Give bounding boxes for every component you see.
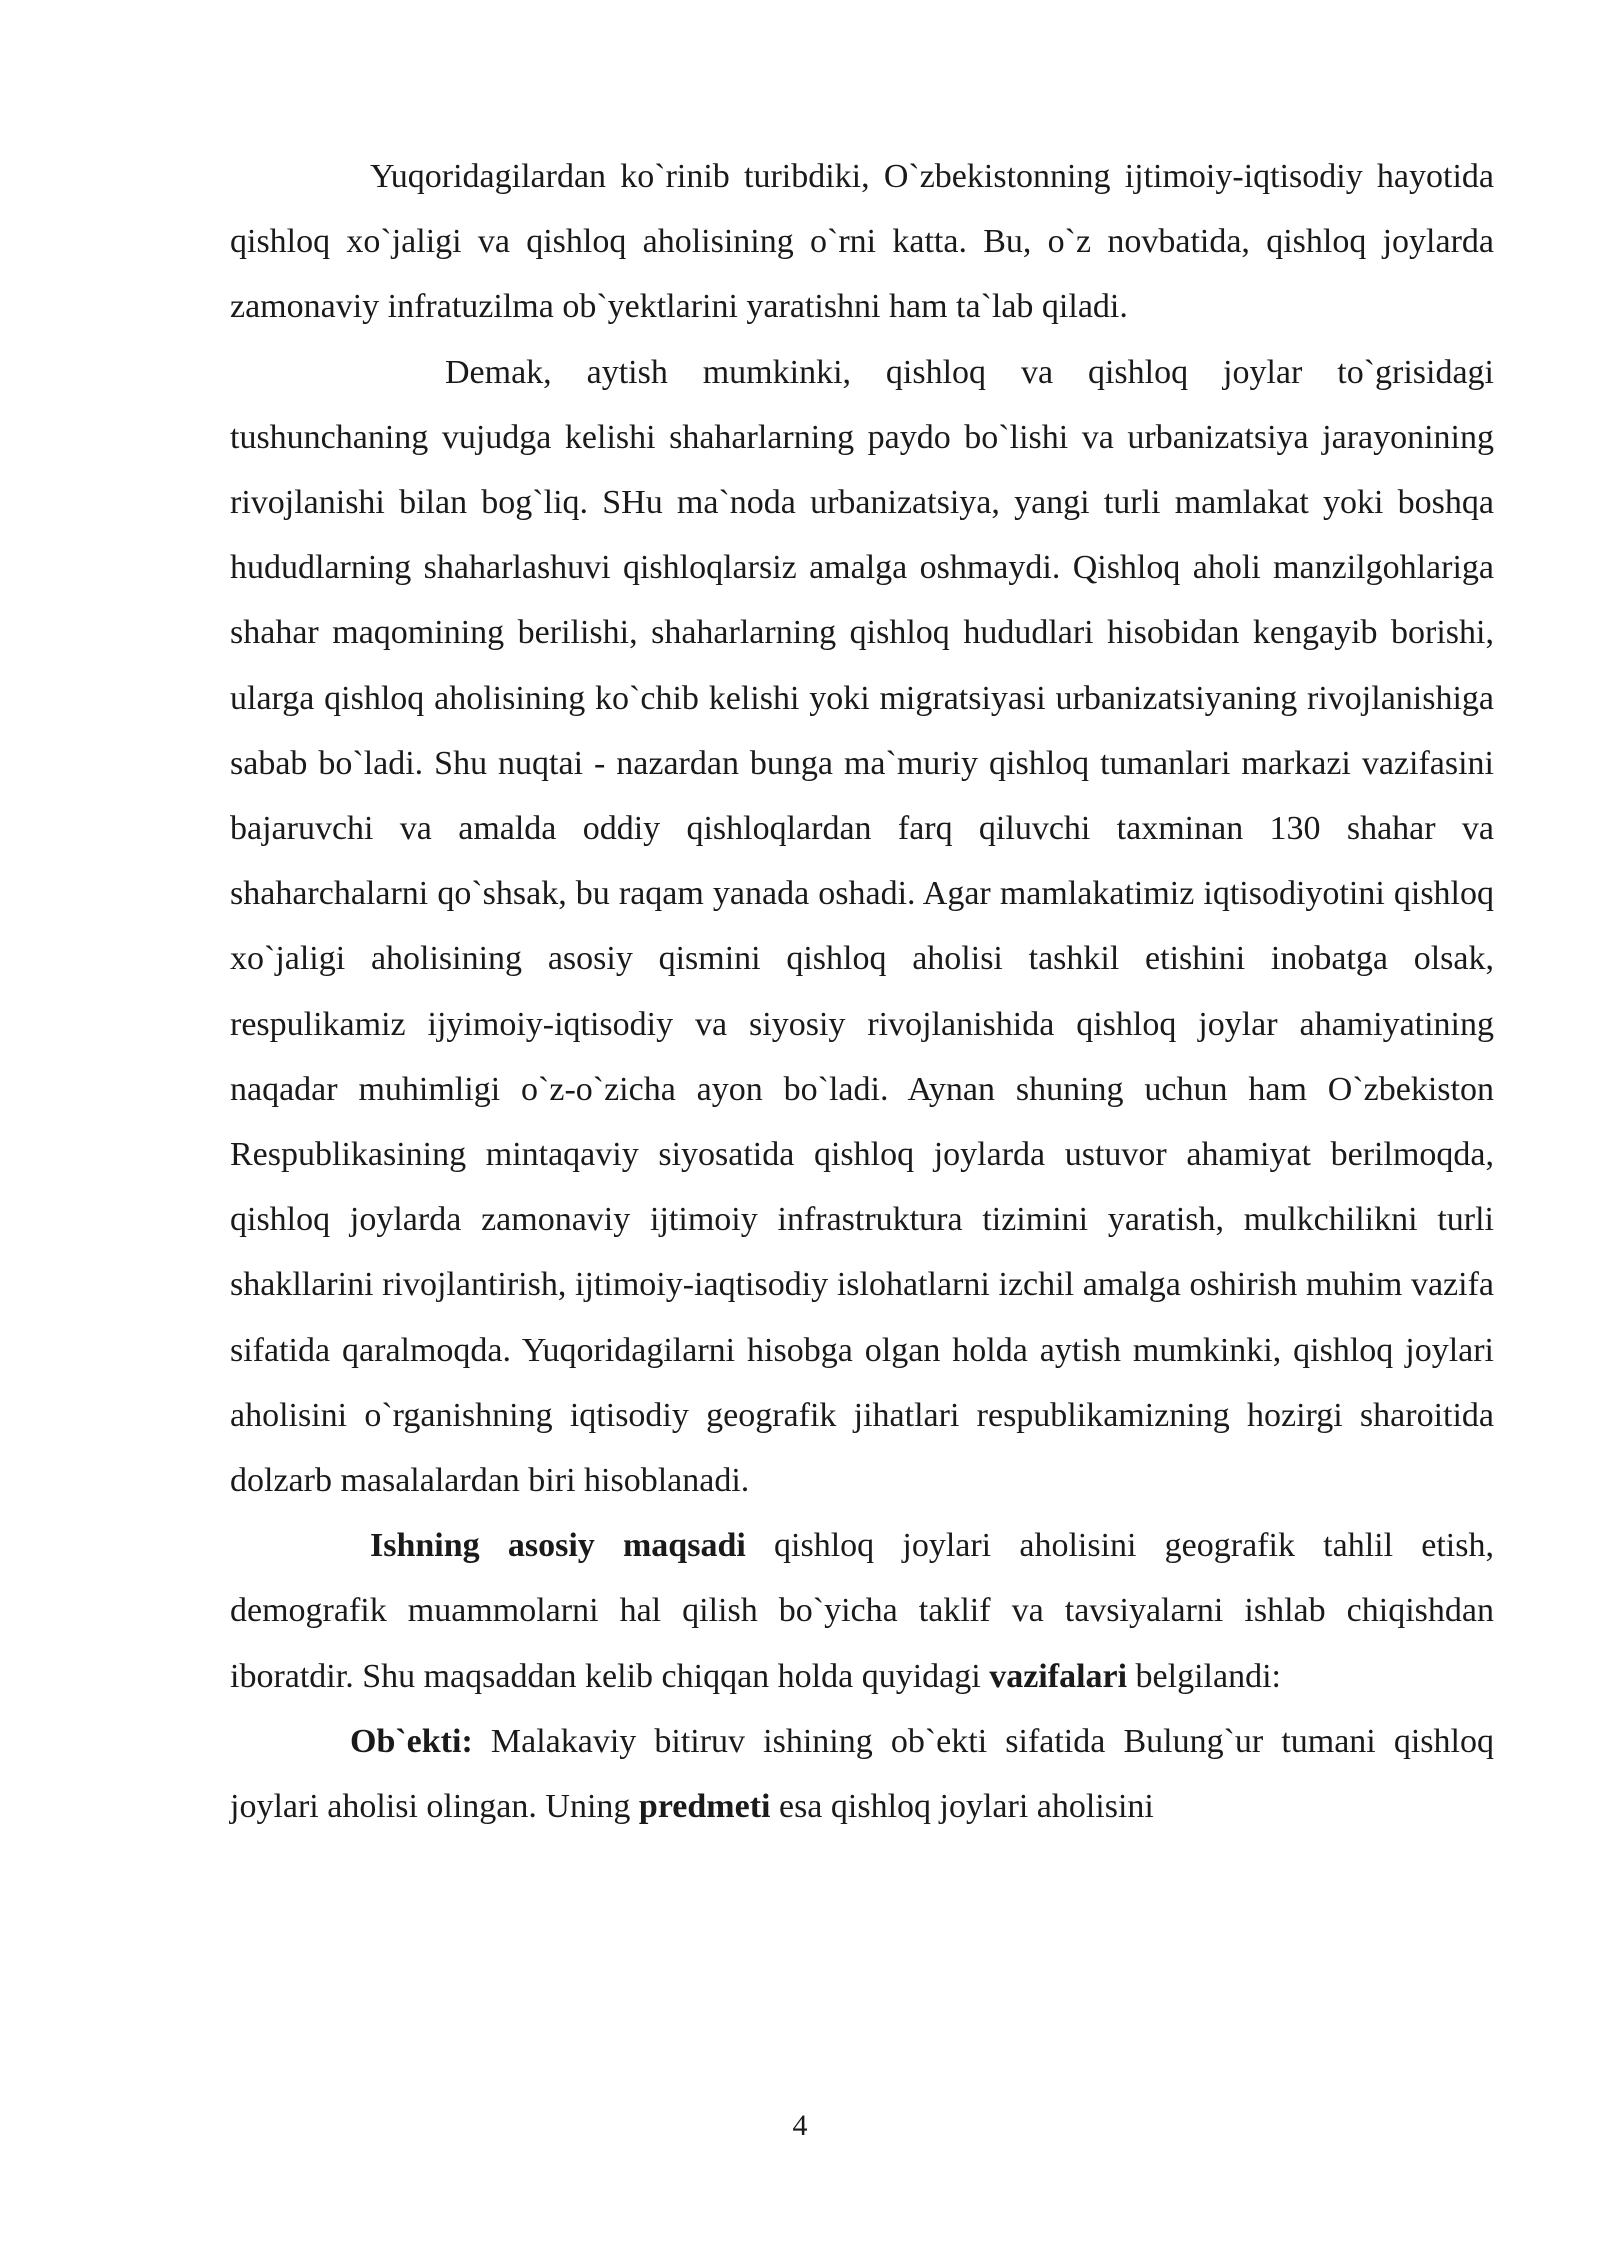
paragraph-object xyxy=(230,1709,1494,1839)
subject-heading: predmeti xyxy=(638,1788,771,1826)
object-text: Malakaviy bitiruv ishining ob`ekti sifatida Bulung`ur tumani qishloq joylari aholisi olingan. Uning xyxy=(230,1722,1494,1826)
page-number: 4 xyxy=(792,2109,808,2142)
paragraph-urbanization: Demak, aytish mumkinki, qishloq va qishloq joylar to`grisidagi tushunchaning vujudga kelishi shaharlarning paydo bo`lishi va urbanizatsiya jarayonining rivojlanishi bilan bog`liq. SHu ma`noda urbanizatsiya, yangi turli mamlakat yoki boshqa hududlarning shaharlashuvi qishloqlarsiz amalga oshmaydi. Qishloq aholi manzilgohlariga shahar maqomining berilishi, shaharlarning qishloq hududlari hisobidan kengayib borishi, ularga qishloq aholisining ko`chib kelishi yoki migratsiyasi urbanizatsiyaning rivojlanishiga sabab bo`ladi. Shu nuqtai - nazardan bunga ma`muriy qishloq tumanlari markazi vazifasini bajaruvchi va amalda oddiy qishloqlardan farq qiluvchi taxminan 130 shahar va shaharchalarni qo`shsak, bu raqam yanada oshadi. Agar mamlakatimiz iqtisodiyotini qishloq xo`jaligi aholisining asosiy qismini qishloq aholisi tashkil etishini inobatga olsak, respulikamiz ijyimoiy-iqtisodiy va siyosiy rivojlanishida qishloq joylar ahamiyatining naqadar muhimligi o`z-o`zicha ayon bo`ladi. Aynan shuning uchun ham O`zbekiston Respublikasining mintaqaviy siyosatida qishloq joylarda ustuvor ahamiyat berilmoqda, qishloq joylarda zamonaviy ijtimoiy infrastruktura tizimini yaratish, mulkchilikni turli shakllarini rivojlantirish, ijtimoiy-iaqtisodiy islohatlarni izchil amalga oshirish muhim vazifa sifatida qaralmoqda. Yuqoridagilarni hisobga olgan holda aytish mumkinki, qishloq joylari aholisini o`rganishning iqtisodiy geografik jihatlari respublikamizning hozirgi sharoitida dolzarb masalalardan biri hisoblanadi. xyxy=(230,353,1494,1500)
document-body xyxy=(230,144,1494,1839)
goal-heading: Ishning asosiy maqsadi xyxy=(370,1527,746,1565)
goal-text-end: belgilandi: xyxy=(1127,1657,1281,1695)
goal-text: qishloq joylari aholisini geografik tahlil etish, demografik muammolarni hal qilish bo`yicha taklif va tavsiyalarni ishlab chiqishdan iboratdir. Shu maqsaddan kelib chiqqan holda quyidagi xyxy=(230,1527,1494,1695)
paragraph-goal xyxy=(230,1513,1494,1709)
paragraph-intro: Yuqoridagilardan ko`rinib turibdiki, O`zbekistonning ijtimoiy-iqtisodiy hayotida qishloq xo`jaligi va qishloq aholisining o`rni katta. Bu, o`z novbatida, qishloq joylarda zamonaviy infratuzilma ob`yektlarini yaratishni ham ta`lab qiladi. xyxy=(230,158,1494,326)
tasks-heading: vazifalari xyxy=(989,1657,1128,1695)
object-heading: Ob`ekti: xyxy=(350,1722,473,1760)
object-text-end: esa qishloq joylari aholisini xyxy=(770,1788,1154,1826)
